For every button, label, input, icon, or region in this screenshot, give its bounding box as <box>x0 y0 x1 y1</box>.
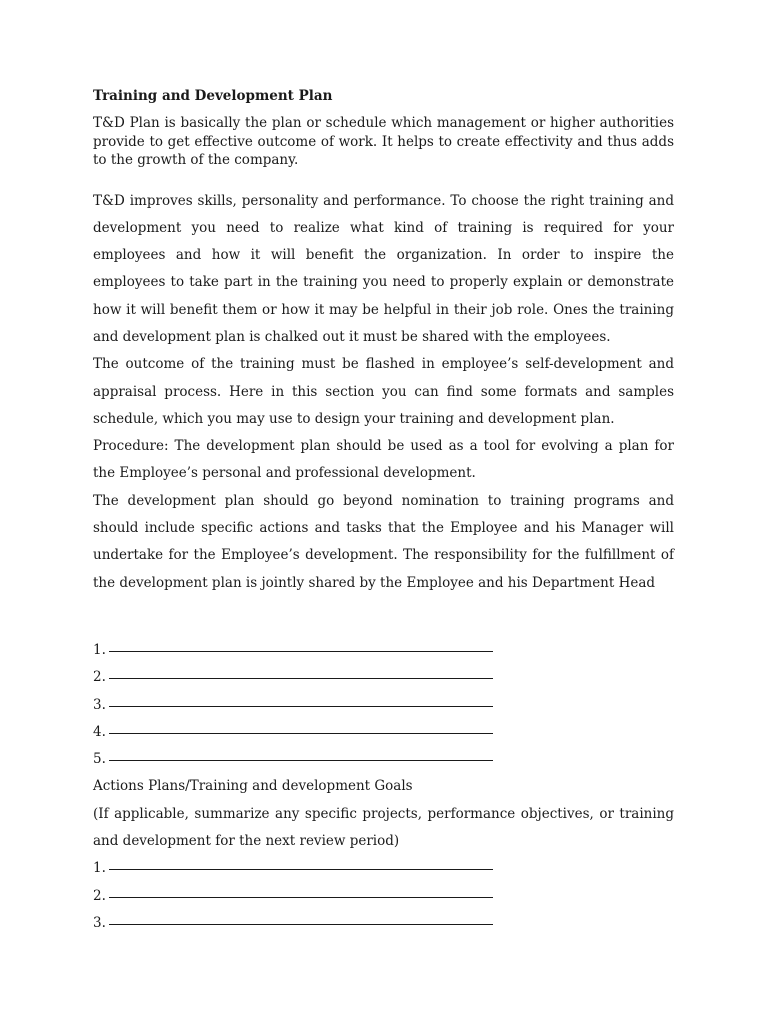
paragraph-skills: T&D improves skills, personality and performance. To choose the right training and development you need to realize what kind of training is required for your employees and how it will benefit the organization. In order to inspire the employees to take part in the training you need to properly explain or demonstrate how it will benefit them or how it may be helpful in their job role. Ones the training and development plan is chalked out it must be shared with the employees. <box>93 192 674 345</box>
goals-note: (If applicable, summarize any specific projects, performance objectives, or training and development for the next review period) <box>93 805 674 850</box>
blank-line-item[interactable] <box>93 719 674 746</box>
blank-line-number: 1. <box>93 641 106 658</box>
blank-line-item[interactable] <box>93 637 674 664</box>
blank-line-number: 2. <box>93 669 106 686</box>
blank-line-rule[interactable] <box>109 732 493 734</box>
document-title: Training and Development Plan <box>93 88 333 104</box>
section-spacer <box>93 597 674 637</box>
blank-line-item[interactable] <box>93 855 674 882</box>
blank-line-rule[interactable] <box>109 896 493 898</box>
paragraph-outcome: The outcome of the training must be flashed in employee’s self-development and appraisal process. Here in this section you can find some formats and samples schedule, which you may use to design your training and development plan. <box>93 356 674 427</box>
blank-line-number: 4. <box>93 723 106 740</box>
blank-line-number: 2. <box>93 887 106 904</box>
blank-line-number: 1. <box>93 860 106 877</box>
blank-line-item[interactable] <box>93 883 674 910</box>
blank-line-rule[interactable] <box>109 677 493 679</box>
paragraph-responsibility: The development plan should go beyond nomination to training programs and should include specific actions and tasks that the Employee and his Manager will undertake for the Employee’s development. The responsibility for the fulfillment of the development plan is jointly shared by the Employee and his Department Head <box>93 492 674 591</box>
blank-line-rule[interactable] <box>109 923 493 925</box>
blank-line-item[interactable] <box>93 746 674 773</box>
paragraph-procedure: Procedure: The development plan should be used as a tool for evolving a plan for the Employee’s personal and professional development. <box>93 438 674 482</box>
blank-line-number: 5. <box>93 751 106 768</box>
blank-line-rule[interactable] <box>109 868 493 870</box>
blank-line-item[interactable] <box>93 692 674 719</box>
blank-line-number: 3. <box>93 914 106 931</box>
blank-list-two <box>93 855 674 937</box>
blank-list-one <box>93 637 674 773</box>
intro-paragraph: T&D Plan is basically the plan or schedule which management or higher authorities provide to get effective outcome of work. It helps to create effectivity and thus adds to the growth of the company. <box>93 115 674 168</box>
blank-line-rule[interactable] <box>109 650 493 652</box>
blank-line-number: 3. <box>93 696 106 713</box>
blank-line-item[interactable] <box>93 664 674 691</box>
blank-line-item[interactable] <box>93 910 674 937</box>
document-page <box>93 86 674 937</box>
goals-heading: Actions Plans/Training and development Goals <box>93 778 413 795</box>
blank-line-rule[interactable] <box>109 759 493 761</box>
blank-line-rule[interactable] <box>109 705 493 707</box>
